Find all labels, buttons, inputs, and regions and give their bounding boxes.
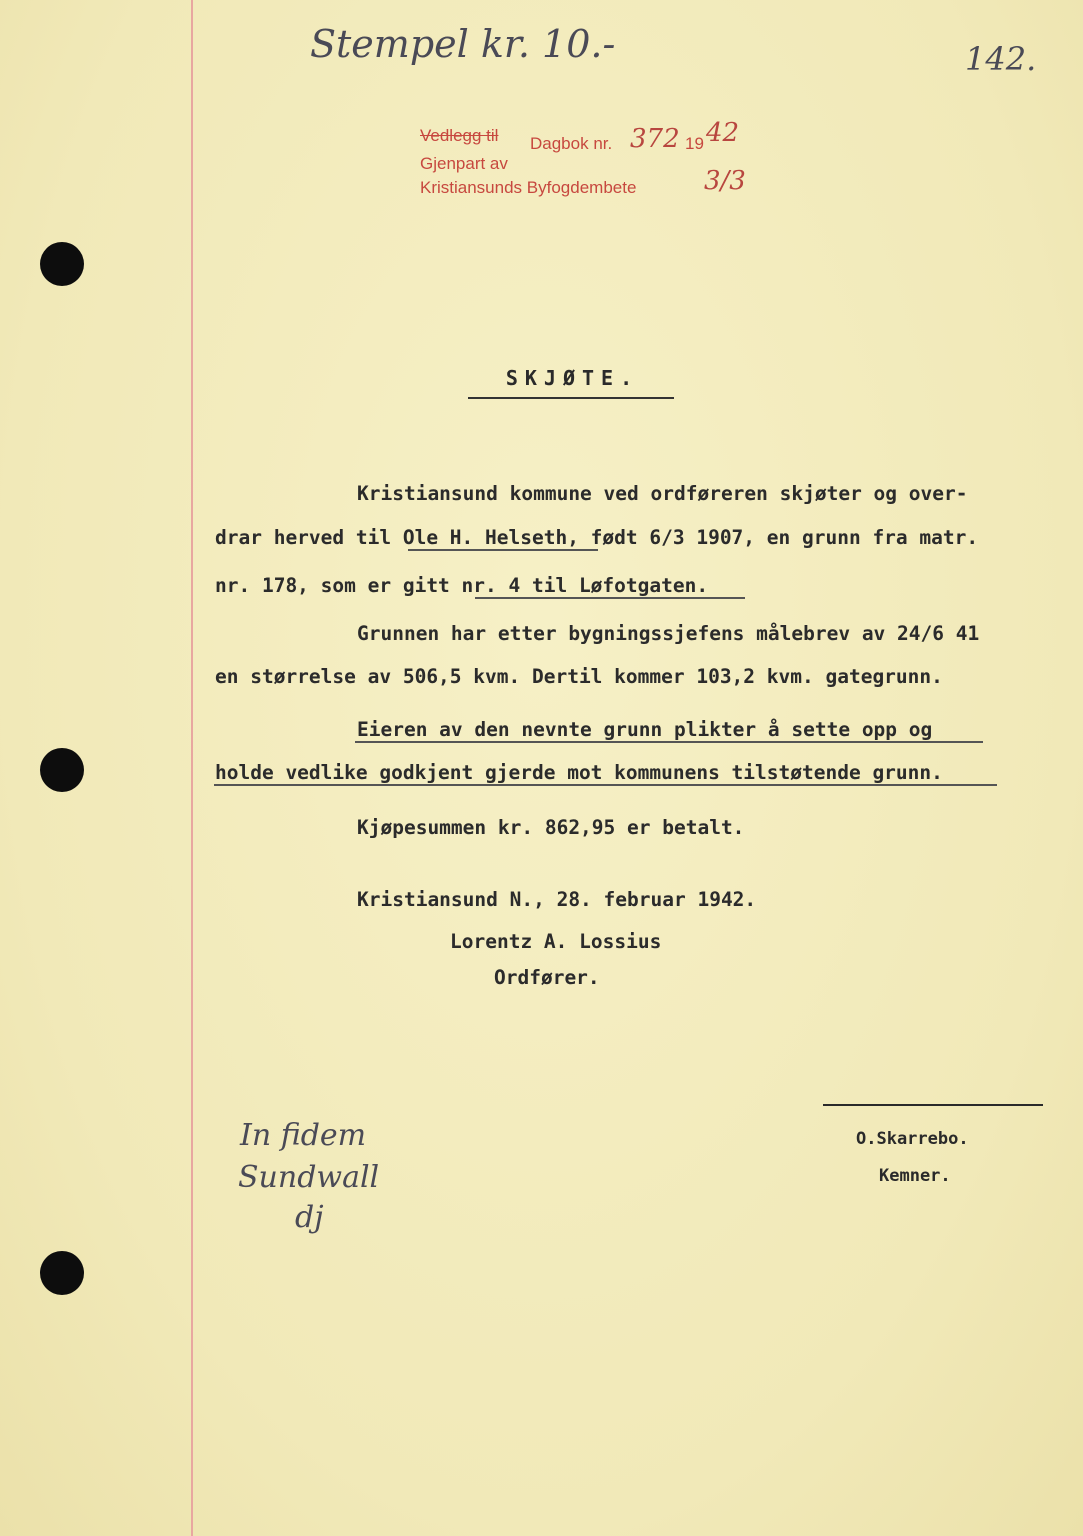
witness-line1: In fidem	[240, 1118, 367, 1153]
address-underline	[475, 597, 745, 599]
paragraph3-line1: Eieren av den nevnte grunn plikter å sette opp og	[357, 718, 933, 741]
place-date: Kristiansund N., 28. februar 1942.	[357, 888, 757, 911]
signature-rule	[823, 1104, 1043, 1106]
page-number: 142.	[965, 40, 1037, 78]
stamp-date: 3/3	[704, 166, 746, 196]
paragraph1-line3: nr. 178, som er gitt nr. 4 til Løfotgaten.	[215, 574, 709, 597]
punch-hole	[40, 1251, 84, 1295]
signatory-name: Lorentz A. Lossius	[450, 930, 662, 953]
punch-hole	[40, 748, 84, 792]
stamp-struck-text: Vedlegg til	[420, 126, 499, 145]
paragraph2-line2: en størrelse av 506,5 kvm. Dertil kommer 103,2 kvm. gategrunn.	[215, 665, 943, 688]
stamp-dagbok-number: 372	[630, 124, 680, 154]
kemner-name: O.Skarrebo.	[856, 1129, 969, 1149]
stamp-dagbok-label: Dagbok nr.	[530, 134, 613, 153]
handwritten-stamp-duty: Stempel kr. 10.-	[310, 22, 616, 66]
kemner-title: Kemner.	[879, 1166, 951, 1186]
name-underline	[408, 549, 598, 551]
clause-underline	[214, 784, 997, 786]
witness-line3: dj	[295, 1200, 324, 1235]
paragraph1-line1: Kristiansund kommune ved ordføreren skjøter og over-	[357, 482, 968, 505]
paragraph2-line1: Grunnen har etter bygningssjefens målebrev av 24/6 41	[357, 622, 980, 645]
title-underline	[468, 397, 674, 399]
margin-line	[191, 0, 193, 1536]
stamp-gjenpart: Gjenpart av	[420, 154, 508, 173]
document-title: SKJØTE.	[505, 366, 640, 390]
stamp-office: Kristiansunds Byfogdembete	[420, 178, 637, 197]
stamp-year-suffix: 42	[706, 118, 740, 148]
purchase-sum: Kjøpesummen kr. 862,95 er betalt.	[357, 816, 745, 839]
paragraph1-line2: drar herved til Ole H. Helseth, født 6/3 1907, en grunn fra matr.	[215, 526, 979, 549]
clause-underline	[355, 741, 983, 743]
paragraph3-line2: holde vedlike godkjent gjerde mot kommunens tilstøtende grunn.	[215, 761, 943, 784]
signatory-title: Ordfører.	[494, 966, 600, 989]
punch-hole	[40, 242, 84, 286]
stamp-year-prefix: 19	[685, 134, 704, 153]
witness-line2: Sundwall	[238, 1160, 380, 1195]
